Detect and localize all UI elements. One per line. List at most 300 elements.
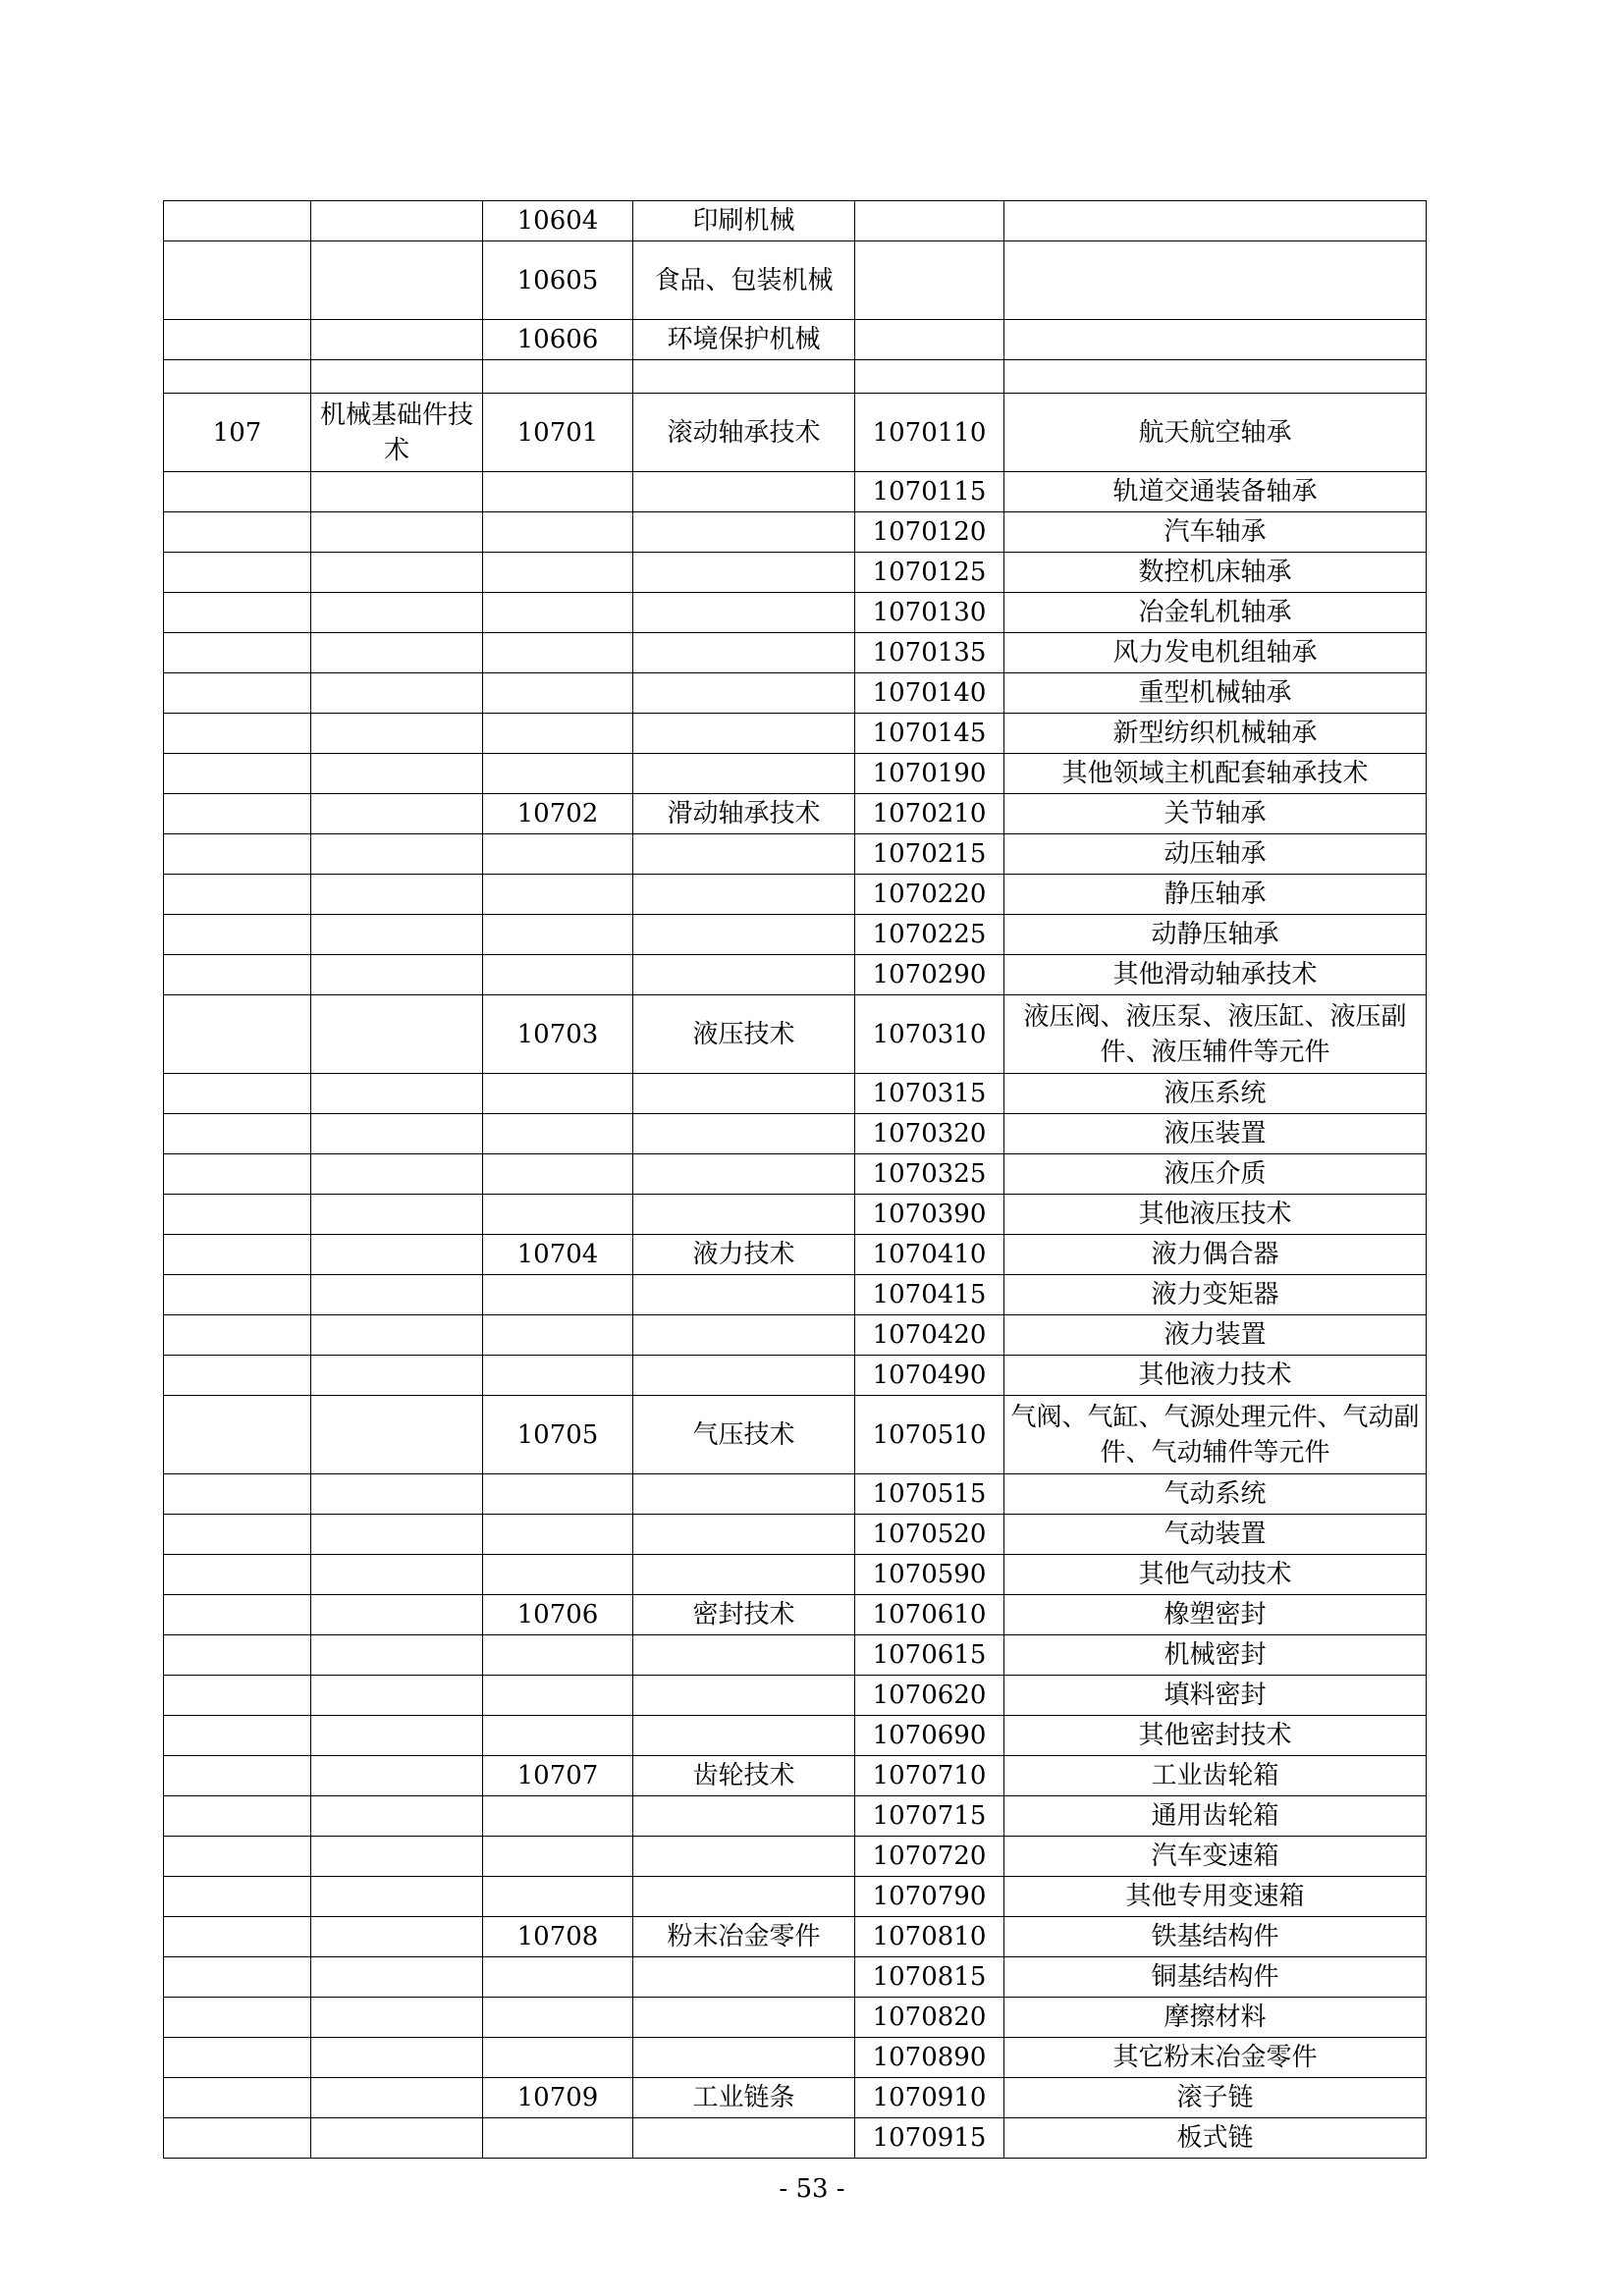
subcategory-code-cell [483, 834, 633, 875]
subcategory-code-cell [483, 955, 633, 995]
table-row [164, 1716, 1427, 1756]
item-name-cell: 液压阀、液压泵、液压缸、液压副件、液压辅件等元件 [1004, 995, 1427, 1074]
subcategory-name-cell: 滑动轴承技术 [633, 794, 855, 834]
item-name-cell: 铜基结构件 [1004, 1957, 1427, 1998]
subcategory-name-cell [633, 1716, 855, 1756]
table-row [164, 1315, 1427, 1356]
category-name-cell [311, 1917, 483, 1957]
category-code-cell [164, 754, 311, 794]
category-name-cell [311, 1595, 483, 1635]
item-name-cell: 轨道交通装备轴承 [1004, 472, 1427, 512]
category-code-cell [164, 201, 311, 241]
table-row [164, 553, 1427, 593]
category-name-cell [311, 1635, 483, 1676]
category-name-cell [311, 1515, 483, 1555]
classification-table [163, 200, 1427, 2159]
item-code-cell: 1070815 [855, 1957, 1004, 1998]
subcategory-code-cell: 10702 [483, 794, 633, 834]
item-code-cell: 1070320 [855, 1114, 1004, 1154]
subcategory-code-cell [483, 553, 633, 593]
category-name-cell [311, 1676, 483, 1716]
table-row [164, 512, 1427, 553]
subcategory-code-cell [483, 593, 633, 633]
category-code-cell [164, 1356, 311, 1396]
item-code-cell: 1070315 [855, 1074, 1004, 1114]
subcategory-code-cell [483, 1635, 633, 1676]
item-code-cell: 1070720 [855, 1837, 1004, 1877]
page-number: - 53 - [779, 2174, 845, 2204]
item-code-cell: 1070290 [855, 955, 1004, 995]
subcategory-name-cell: 气压技术 [633, 1396, 855, 1474]
subcategory-name-cell: 齿轮技术 [633, 1756, 855, 1796]
item-code-cell: 1070145 [855, 714, 1004, 754]
category-name-cell [311, 754, 483, 794]
item-name-cell: 填料密封 [1004, 1676, 1427, 1716]
category-name-cell [311, 201, 483, 241]
table-row [164, 593, 1427, 633]
item-name-cell: 气动装置 [1004, 1515, 1427, 1555]
item-code-cell: 1070490 [855, 1356, 1004, 1396]
item-code-cell: 1070325 [855, 1154, 1004, 1195]
subcategory-code-cell [483, 1555, 633, 1595]
item-name-cell: 液力偶合器 [1004, 1235, 1427, 1275]
category-code-cell [164, 1515, 311, 1555]
table-row [164, 1474, 1427, 1515]
category-code-cell [164, 2118, 311, 2159]
subcategory-name-cell [633, 834, 855, 875]
item-name-cell: 气动系统 [1004, 1474, 1427, 1515]
category-code-cell [164, 1396, 311, 1474]
item-code-cell: 1070620 [855, 1676, 1004, 1716]
item-name-cell: 汽车变速箱 [1004, 1837, 1427, 1877]
item-name-cell: 其他液压技术 [1004, 1195, 1427, 1235]
item-name-cell [1004, 320, 1427, 360]
category-code-cell [164, 794, 311, 834]
subcategory-code-cell [483, 754, 633, 794]
category-code-cell [164, 320, 311, 360]
category-name-cell [311, 1315, 483, 1356]
table-row [164, 1837, 1427, 1877]
subcategory-name-cell [633, 1356, 855, 1396]
subcategory-name-cell [633, 1474, 855, 1515]
table-row [164, 2078, 1427, 2118]
item-code-cell: 1070690 [855, 1716, 1004, 1756]
item-name-cell: 新型纺织机械轴承 [1004, 714, 1427, 754]
subcategory-name-cell [633, 875, 855, 915]
category-code-cell [164, 472, 311, 512]
subcategory-name-cell [633, 754, 855, 794]
table-row [164, 1074, 1427, 1114]
table-row [164, 1957, 1427, 1998]
subcategory-name-cell [633, 1315, 855, 1356]
item-code-cell: 1070710 [855, 1756, 1004, 1796]
category-name-cell: 机械基础件技术 [311, 394, 483, 472]
category-name-cell [311, 1837, 483, 1877]
item-code-cell: 1070115 [855, 472, 1004, 512]
category-name-cell [311, 673, 483, 714]
item-code-cell: 1070210 [855, 794, 1004, 834]
subcategory-name-cell [633, 512, 855, 553]
subcategory-name-cell: 密封技术 [633, 1595, 855, 1635]
category-code-cell [164, 1474, 311, 1515]
subcategory-code-cell [483, 1716, 633, 1756]
subcategory-name-cell [633, 1555, 855, 1595]
item-name-cell: 静压轴承 [1004, 875, 1427, 915]
subcategory-name-cell [633, 714, 855, 754]
subcategory-code-cell [483, 673, 633, 714]
item-code-cell: 1070810 [855, 1917, 1004, 1957]
category-name-cell [311, 1074, 483, 1114]
item-name-cell: 机械密封 [1004, 1635, 1427, 1676]
category-name-cell [311, 875, 483, 915]
item-code-cell: 1070310 [855, 995, 1004, 1074]
category-name-cell [311, 915, 483, 955]
table-row [164, 472, 1427, 512]
table-row [164, 1756, 1427, 1796]
item-code-cell: 1070820 [855, 1998, 1004, 2038]
category-name-cell [311, 320, 483, 360]
table-row [164, 394, 1427, 472]
subcategory-name-cell [633, 360, 855, 394]
category-code-cell [164, 834, 311, 875]
subcategory-code-cell [483, 1877, 633, 1917]
subcategory-code-cell: 10604 [483, 201, 633, 241]
subcategory-code-cell [483, 1837, 633, 1877]
table-row [164, 1235, 1427, 1275]
table-row [164, 955, 1427, 995]
subcategory-code-cell [483, 1154, 633, 1195]
item-code-cell: 1070215 [855, 834, 1004, 875]
category-code-cell [164, 1676, 311, 1716]
subcategory-name-cell: 粉末冶金零件 [633, 1917, 855, 1957]
item-name-cell: 其他领域主机配套轴承技术 [1004, 754, 1427, 794]
subcategory-code-cell [483, 1275, 633, 1315]
subcategory-name-cell: 环境保护机械 [633, 320, 855, 360]
subcategory-code-cell [483, 915, 633, 955]
subcategory-code-cell [483, 512, 633, 553]
table-row [164, 1635, 1427, 1676]
category-code-cell [164, 1114, 311, 1154]
item-name-cell [1004, 201, 1427, 241]
category-name-cell [311, 512, 483, 553]
item-code-cell: 1070510 [855, 1396, 1004, 1474]
subcategory-name-cell [633, 1957, 855, 1998]
subcategory-name-cell [633, 553, 855, 593]
item-name-cell: 冶金轧机轴承 [1004, 593, 1427, 633]
subcategory-code-cell: 10605 [483, 241, 633, 320]
category-name-cell [311, 1195, 483, 1235]
category-name-cell [311, 1114, 483, 1154]
item-code-cell: 1070415 [855, 1275, 1004, 1315]
category-code-cell [164, 955, 311, 995]
subcategory-name-cell: 工业链条 [633, 2078, 855, 2118]
category-name-cell [311, 1154, 483, 1195]
subcategory-name-cell [633, 1837, 855, 1877]
table-row [164, 1917, 1427, 1957]
item-code-cell: 1070420 [855, 1315, 1004, 1356]
category-name-cell [311, 834, 483, 875]
subcategory-code-cell [483, 1515, 633, 1555]
item-code-cell [855, 360, 1004, 394]
table-row [164, 1195, 1427, 1235]
table-row [164, 1396, 1427, 1474]
table-row [164, 1676, 1427, 1716]
table-row [164, 1796, 1427, 1837]
item-name-cell: 铁基结构件 [1004, 1917, 1427, 1957]
table-row [164, 1356, 1427, 1396]
table-row [164, 320, 1427, 360]
category-code-cell [164, 1315, 311, 1356]
subcategory-code-cell: 10606 [483, 320, 633, 360]
item-code-cell: 1070390 [855, 1195, 1004, 1235]
subcategory-code-cell: 10701 [483, 394, 633, 472]
subcategory-code-cell: 10703 [483, 995, 633, 1074]
category-code-cell [164, 1716, 311, 1756]
subcategory-name-cell [633, 955, 855, 995]
table-row [164, 714, 1427, 754]
category-code-cell [164, 875, 311, 915]
item-code-cell [855, 201, 1004, 241]
item-code-cell: 1070225 [855, 915, 1004, 955]
item-name-cell: 动压轴承 [1004, 834, 1427, 875]
subcategory-name-cell [633, 673, 855, 714]
item-name-cell: 液压装置 [1004, 1114, 1427, 1154]
category-name-cell [311, 1756, 483, 1796]
category-code-cell [164, 1998, 311, 2038]
subcategory-name-cell [633, 1796, 855, 1837]
item-code-cell [855, 241, 1004, 320]
subcategory-code-cell [483, 2118, 633, 2159]
item-name-cell: 汽车轴承 [1004, 512, 1427, 553]
table-row [164, 1595, 1427, 1635]
category-code-cell [164, 1555, 311, 1595]
item-name-cell: 风力发电机组轴承 [1004, 633, 1427, 673]
subcategory-name-cell [633, 1515, 855, 1555]
table-row [164, 1555, 1427, 1595]
table-row [164, 754, 1427, 794]
category-name-cell [311, 1796, 483, 1837]
category-code-cell [164, 995, 311, 1074]
item-code-cell: 1070135 [855, 633, 1004, 673]
item-name-cell: 其他液力技术 [1004, 1356, 1427, 1396]
subcategory-code-cell: 10704 [483, 1235, 633, 1275]
table-row [164, 1154, 1427, 1195]
item-name-cell: 气阀、气缸、气源处理元件、气动副件、气动辅件等元件 [1004, 1396, 1427, 1474]
item-code-cell: 1070125 [855, 553, 1004, 593]
subcategory-name-cell [633, 472, 855, 512]
item-name-cell: 关节轴承 [1004, 794, 1427, 834]
item-code-cell: 1070590 [855, 1555, 1004, 1595]
subcategory-name-cell [633, 1154, 855, 1195]
item-name-cell [1004, 241, 1427, 320]
category-name-cell [311, 2118, 483, 2159]
item-code-cell: 1070910 [855, 2078, 1004, 2118]
item-name-cell: 橡塑密封 [1004, 1595, 1427, 1635]
item-code-cell: 1070410 [855, 1235, 1004, 1275]
item-code-cell: 1070790 [855, 1877, 1004, 1917]
subcategory-code-cell [483, 472, 633, 512]
category-code-cell [164, 241, 311, 320]
category-code-cell [164, 1154, 311, 1195]
item-code-cell: 1070140 [855, 673, 1004, 714]
category-name-cell [311, 633, 483, 673]
item-name-cell: 板式链 [1004, 2118, 1427, 2159]
category-code-cell [164, 553, 311, 593]
category-code-cell [164, 1756, 311, 1796]
item-name-cell: 动静压轴承 [1004, 915, 1427, 955]
item-name-cell: 滚子链 [1004, 2078, 1427, 2118]
item-code-cell: 1070130 [855, 593, 1004, 633]
item-code-cell: 1070890 [855, 2038, 1004, 2078]
item-code-cell: 1070190 [855, 754, 1004, 794]
table-row [164, 834, 1427, 875]
category-code-cell: 107 [164, 394, 311, 472]
category-name-cell [311, 1235, 483, 1275]
category-code-cell [164, 360, 311, 394]
subcategory-code-cell [483, 1114, 633, 1154]
item-name-cell: 工业齿轮箱 [1004, 1756, 1427, 1796]
subcategory-code-cell [483, 1676, 633, 1716]
subcategory-code-cell [483, 1474, 633, 1515]
subcategory-name-cell [633, 1635, 855, 1676]
table-row [164, 673, 1427, 714]
table-row [164, 995, 1427, 1074]
item-name-cell: 液压系统 [1004, 1074, 1427, 1114]
category-name-cell [311, 1998, 483, 2038]
subcategory-name-cell [633, 1275, 855, 1315]
category-name-cell [311, 593, 483, 633]
table-row [164, 360, 1427, 394]
category-name-cell [311, 553, 483, 593]
subcategory-code-cell: 10707 [483, 1756, 633, 1796]
subcategory-name-cell [633, 2118, 855, 2159]
category-name-cell [311, 714, 483, 754]
item-name-cell: 其他气动技术 [1004, 1555, 1427, 1595]
subcategory-code-cell: 10709 [483, 2078, 633, 2118]
table-row [164, 1275, 1427, 1315]
table-row [164, 1877, 1427, 1917]
item-name-cell: 其他专用变速箱 [1004, 1877, 1427, 1917]
subcategory-code-cell [483, 1998, 633, 2038]
category-code-cell [164, 2038, 311, 2078]
subcategory-name-cell [633, 1195, 855, 1235]
category-code-cell [164, 1917, 311, 1957]
item-name-cell: 摩擦材料 [1004, 1998, 1427, 2038]
category-code-cell [164, 1195, 311, 1235]
subcategory-name-cell: 液力技术 [633, 1235, 855, 1275]
subcategory-code-cell [483, 633, 633, 673]
subcategory-code-cell [483, 875, 633, 915]
subcategory-name-cell [633, 1074, 855, 1114]
category-code-cell [164, 1074, 311, 1114]
subcategory-name-cell [633, 1877, 855, 1917]
category-code-cell [164, 512, 311, 553]
subcategory-code-cell [483, 360, 633, 394]
item-name-cell: 其它粉末冶金零件 [1004, 2038, 1427, 2078]
subcategory-code-cell [483, 1074, 633, 1114]
item-name-cell: 其他滑动轴承技术 [1004, 955, 1427, 995]
category-code-cell [164, 1957, 311, 1998]
category-code-cell [164, 915, 311, 955]
subcategory-code-cell [483, 1796, 633, 1837]
subcategory-code-cell [483, 1356, 633, 1396]
category-code-cell [164, 714, 311, 754]
subcategory-name-cell [633, 915, 855, 955]
category-name-cell [311, 1275, 483, 1315]
category-name-cell [311, 241, 483, 320]
subcategory-code-cell [483, 2038, 633, 2078]
item-name-cell: 液力变矩器 [1004, 1275, 1427, 1315]
table-row [164, 2038, 1427, 2078]
item-code-cell: 1070120 [855, 512, 1004, 553]
subcategory-name-cell [633, 633, 855, 673]
item-code-cell: 1070515 [855, 1474, 1004, 1515]
item-name-cell: 数控机床轴承 [1004, 553, 1427, 593]
category-code-cell [164, 1275, 311, 1315]
table-row [164, 241, 1427, 320]
subcategory-name-cell [633, 1998, 855, 2038]
item-code-cell: 1070610 [855, 1595, 1004, 1635]
subcategory-code-cell [483, 1195, 633, 1235]
subcategory-code-cell [483, 1957, 633, 1998]
category-name-cell [311, 1474, 483, 1515]
category-code-cell [164, 633, 311, 673]
item-name-cell [1004, 360, 1427, 394]
item-name-cell: 其他密封技术 [1004, 1716, 1427, 1756]
item-code-cell: 1070520 [855, 1515, 1004, 1555]
item-name-cell: 通用齿轮箱 [1004, 1796, 1427, 1837]
table-row [164, 875, 1427, 915]
subcategory-code-cell [483, 1315, 633, 1356]
subcategory-code-cell: 10708 [483, 1917, 633, 1957]
category-name-cell [311, 995, 483, 1074]
item-code-cell: 1070915 [855, 2118, 1004, 2159]
table-body [164, 201, 1427, 2159]
category-code-cell [164, 593, 311, 633]
category-code-cell [164, 673, 311, 714]
item-name-cell: 液压介质 [1004, 1154, 1427, 1195]
table-row [164, 633, 1427, 673]
category-code-cell [164, 1595, 311, 1635]
subcategory-code-cell [483, 714, 633, 754]
subcategory-name-cell [633, 1114, 855, 1154]
category-name-cell [311, 955, 483, 995]
category-name-cell [311, 1716, 483, 1756]
category-code-cell [164, 1235, 311, 1275]
category-code-cell [164, 1877, 311, 1917]
category-name-cell [311, 794, 483, 834]
category-code-cell [164, 2078, 311, 2118]
table-row [164, 2118, 1427, 2159]
category-name-cell [311, 1555, 483, 1595]
table-row [164, 1114, 1427, 1154]
category-name-cell [311, 1356, 483, 1396]
subcategory-name-cell [633, 1676, 855, 1716]
subcategory-code-cell: 10705 [483, 1396, 633, 1474]
category-name-cell [311, 1396, 483, 1474]
subcategory-name-cell [633, 593, 855, 633]
category-name-cell [311, 1957, 483, 1998]
table-row [164, 915, 1427, 955]
item-code-cell: 1070220 [855, 875, 1004, 915]
item-code-cell: 1070615 [855, 1635, 1004, 1676]
subcategory-name-cell: 滚动轴承技术 [633, 394, 855, 472]
subcategory-name-cell: 印刷机械 [633, 201, 855, 241]
category-name-cell [311, 360, 483, 394]
table-row [164, 201, 1427, 241]
category-name-cell [311, 2078, 483, 2118]
category-name-cell [311, 1877, 483, 1917]
